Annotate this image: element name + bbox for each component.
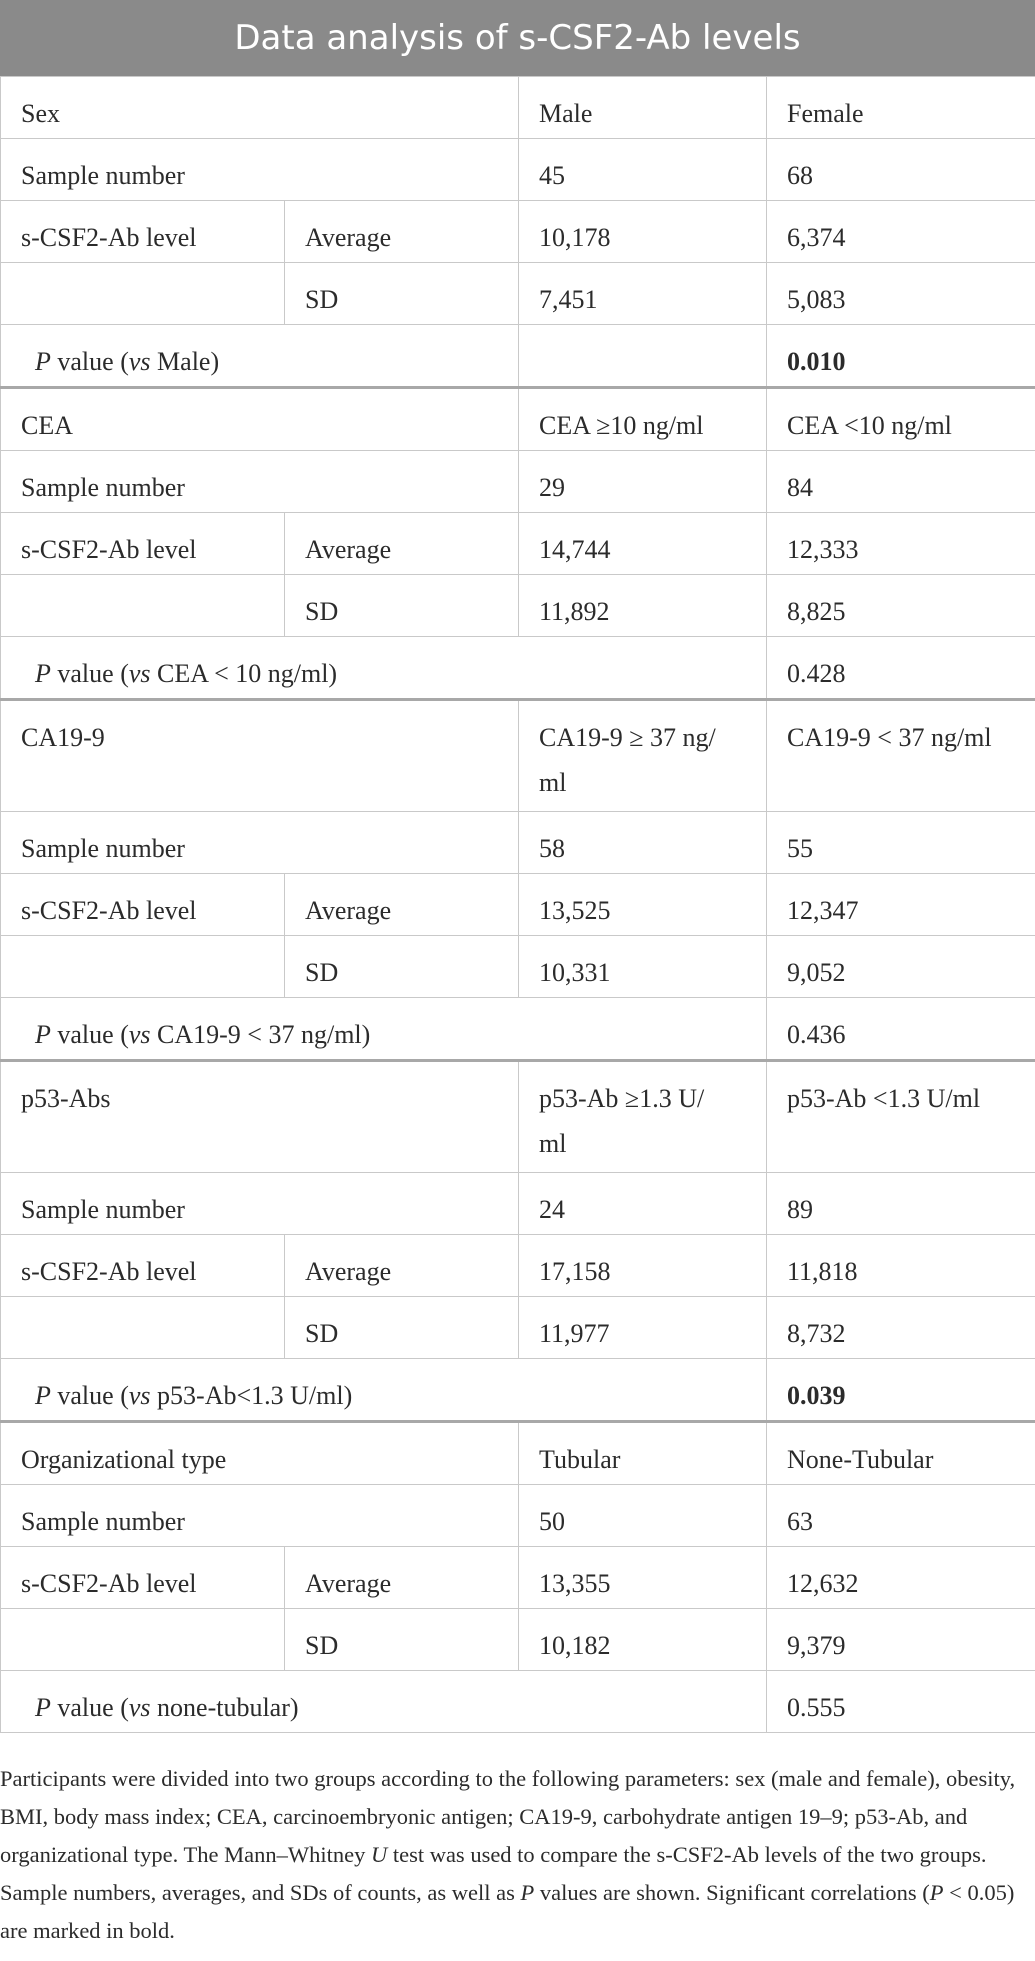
sd-high: 7,451 <box>519 263 767 325</box>
group-label: CA19-9 <box>1 700 519 812</box>
average-high: 17,158 <box>519 1235 767 1297</box>
sample-low: 84 <box>767 451 1035 513</box>
group-high-label: Male <box>519 77 767 139</box>
level-label: s-CSF2-Ab level <box>1 201 285 263</box>
sample-low: 68 <box>767 139 1035 201</box>
sd-high: 10,182 <box>519 1609 767 1671</box>
average-row <box>1 874 1035 936</box>
p-value-row <box>1 637 1035 700</box>
average-high: 14,744 <box>519 513 767 575</box>
average-low: 12,347 <box>767 874 1035 936</box>
p-value: 0.555 <box>767 1671 1035 1733</box>
empty-cell <box>519 325 767 388</box>
group-low-label: CEA <10 ng/ml <box>767 388 1035 451</box>
p-value: 0.428 <box>767 637 1035 700</box>
average-label: Average <box>285 874 519 936</box>
p-value-label: P value (vs CA19-9 < 37 ng/ml) <box>1 998 767 1061</box>
sample-low: 89 <box>767 1173 1035 1235</box>
level-label: s-CSF2-Ab level <box>1 874 285 936</box>
p-value-label: P value (vs p53-Ab<1.3 U/ml) <box>1 1359 767 1422</box>
sd-high: 10,331 <box>519 936 767 998</box>
sample-high: 45 <box>519 139 767 201</box>
group-high-label: CA19-9 ≥ 37 ng/ ml <box>519 700 767 812</box>
sample-label: Sample number <box>1 1485 519 1547</box>
average-low: 12,632 <box>767 1547 1035 1609</box>
sd-row <box>1 575 1035 637</box>
p-value-label: P value (vs Male) <box>1 325 519 388</box>
group-high-label: CEA ≥10 ng/ml <box>519 388 767 451</box>
p-value-label: P value (vs none-tubular) <box>1 1671 767 1733</box>
average-low: 12,333 <box>767 513 1035 575</box>
sample-high: 24 <box>519 1173 767 1235</box>
average-row <box>1 513 1035 575</box>
group-label: Organizational type <box>1 1422 519 1485</box>
empty-cell <box>1 1297 285 1359</box>
sd-low: 8,732 <box>767 1297 1035 1359</box>
sd-high: 11,892 <box>519 575 767 637</box>
group-header-row <box>1 77 1035 139</box>
level-label: s-CSF2-Ab level <box>1 1235 285 1297</box>
p-value: 0.010 <box>767 325 1035 388</box>
average-low: 6,374 <box>767 201 1035 263</box>
p-value-row <box>1 1359 1035 1422</box>
sample-low: 63 <box>767 1485 1035 1547</box>
empty-cell <box>1 936 285 998</box>
group-header-row <box>1 1061 1035 1173</box>
average-high: 13,355 <box>519 1547 767 1609</box>
group-high-label: Tubular <box>519 1422 767 1485</box>
average-low: 11,818 <box>767 1235 1035 1297</box>
level-label: s-CSF2-Ab level <box>1 1547 285 1609</box>
average-label: Average <box>285 513 519 575</box>
average-high: 10,178 <box>519 201 767 263</box>
sample-high: 58 <box>519 812 767 874</box>
average-row <box>1 1235 1035 1297</box>
group-label: Sex <box>1 77 519 139</box>
sd-high: 11,977 <box>519 1297 767 1359</box>
empty-cell <box>1 575 285 637</box>
p-value-row <box>1 998 1035 1061</box>
group-high-label: p53-Ab ≥1.3 U/ ml <box>519 1061 767 1173</box>
sd-low: 9,379 <box>767 1609 1035 1671</box>
sample-label: Sample number <box>1 139 519 201</box>
average-label: Average <box>285 1235 519 1297</box>
sd-row <box>1 936 1035 998</box>
group-low-label: Female <box>767 77 1035 139</box>
sample-row <box>1 139 1035 201</box>
group-label: p53-Abs <box>1 1061 519 1173</box>
average-row <box>1 1547 1035 1609</box>
p-value-row <box>1 1671 1035 1733</box>
p-value-label: P value (vs CEA < 10 ng/ml) <box>1 637 767 700</box>
average-label: Average <box>285 1547 519 1609</box>
p-value: 0.436 <box>767 998 1035 1061</box>
sd-label: SD <box>285 1609 519 1671</box>
table-footnote: Participants were divided into two groups according to the following parameters: sex (male and female), obesity, BMI, body mass index; CEA, carcinoembryonic antigen; CA19-9, carbohydrate antigen 19–9; p53-Ab, and organizational type. The Mann–Whitney U test was used to compare the s-CSF2-Ab levels of the two groups. Sample numbers, averages, and SDs of counts, as well as P values are shown. Significant correlations (P < 0.05) are marked in bold. <box>0 1766 1016 1943</box>
sample-label: Sample number <box>1 451 519 513</box>
sample-high: 29 <box>519 451 767 513</box>
group-label: CEA <box>1 388 519 451</box>
sample-row <box>1 451 1035 513</box>
sd-row <box>1 1609 1035 1671</box>
sd-label: SD <box>285 263 519 325</box>
sd-row <box>1 1297 1035 1359</box>
sd-low: 5,083 <box>767 263 1035 325</box>
p-value-row <box>1 325 1035 388</box>
sample-row <box>1 1173 1035 1235</box>
empty-cell <box>1 263 285 325</box>
group-low-label: p53-Ab <1.3 U/ml <box>767 1061 1035 1173</box>
sample-row <box>1 812 1035 874</box>
sd-low: 8,825 <box>767 575 1035 637</box>
level-label: s-CSF2-Ab level <box>1 513 285 575</box>
sd-label: SD <box>285 1297 519 1359</box>
average-row <box>1 201 1035 263</box>
sd-row <box>1 263 1035 325</box>
group-header-row <box>1 1422 1035 1485</box>
table-title: Data analysis of s-CSF2-Ab levels <box>0 0 1035 76</box>
sd-low: 9,052 <box>767 936 1035 998</box>
group-low-label: CA19-9 < 37 ng/ml <box>767 700 1035 812</box>
sample-low: 55 <box>767 812 1035 874</box>
sd-label: SD <box>285 575 519 637</box>
data-table <box>0 76 1035 1733</box>
sample-row <box>1 1485 1035 1547</box>
average-high: 13,525 <box>519 874 767 936</box>
sample-label: Sample number <box>1 812 519 874</box>
sample-label: Sample number <box>1 1173 519 1235</box>
average-label: Average <box>285 201 519 263</box>
group-low-label: None-Tubular <box>767 1422 1035 1485</box>
group-header-row <box>1 700 1035 812</box>
p-value: 0.039 <box>767 1359 1035 1422</box>
sample-high: 50 <box>519 1485 767 1547</box>
empty-cell <box>1 1609 285 1671</box>
group-header-row <box>1 388 1035 451</box>
sd-label: SD <box>285 936 519 998</box>
